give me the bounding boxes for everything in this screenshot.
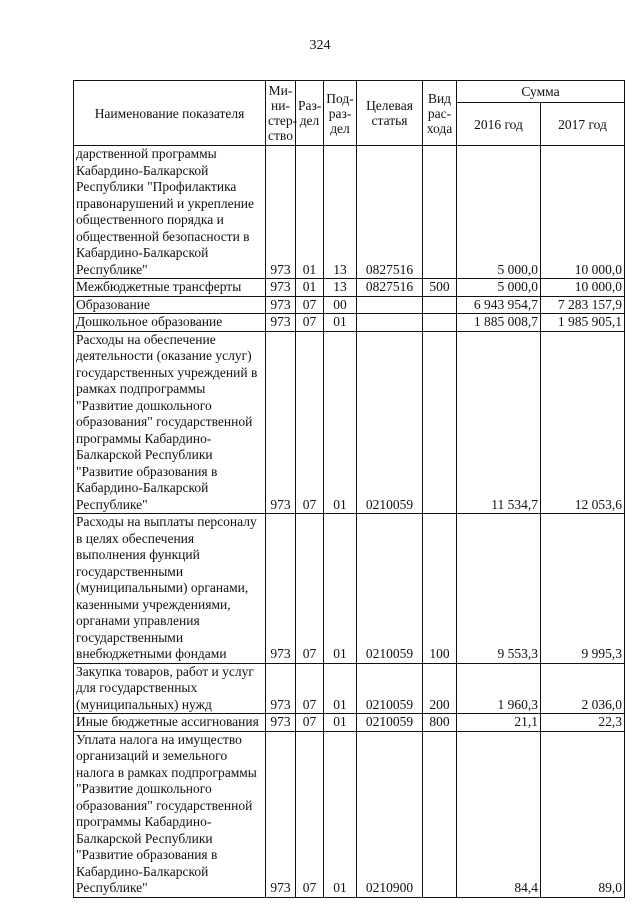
cell-ministry: 973 — [266, 663, 296, 714]
header-year-2017: 2017 год — [541, 103, 625, 146]
header-expense-type: Вид рас- хода — [423, 81, 457, 146]
cell-expense-type — [423, 331, 457, 514]
cell-ministry: 973 — [266, 731, 296, 897]
header-section: Раз- дел — [296, 81, 324, 146]
cell-subsection: 13 — [324, 146, 357, 279]
cell-sum-2016: 6 943 954,7 — [457, 296, 541, 314]
page-number: 324 — [309, 38, 331, 53]
cell-subsection: 01 — [324, 331, 357, 514]
header-sum: Сумма — [457, 81, 625, 103]
cell-subsection: 01 — [324, 714, 357, 732]
cell-sum-2016: 84,4 — [457, 731, 541, 897]
table-row — [74, 279, 625, 297]
cell-ministry: 973 — [266, 331, 296, 514]
cell-target: 0210059 — [357, 514, 423, 664]
cell-section: 01 — [296, 279, 324, 297]
cell-name: Иные бюджетные ассигнования — [74, 714, 266, 732]
header-name: Наименование показателя — [74, 81, 266, 146]
cell-target: 0210059 — [357, 663, 423, 714]
budget-table — [73, 80, 625, 898]
cell-section: 07 — [296, 714, 324, 732]
cell-expense-type — [423, 146, 457, 279]
cell-section: 01 — [296, 146, 324, 279]
cell-name: Образование — [74, 296, 266, 314]
cell-subsection: 13 — [324, 279, 357, 297]
cell-sum-2017: 22,3 — [541, 714, 625, 732]
cell-expense-type — [423, 731, 457, 897]
table-row — [74, 314, 625, 332]
cell-ministry: 973 — [266, 514, 296, 664]
header-ministry: Ми- ни- стер- ство — [266, 81, 296, 146]
cell-sum-2017: 10 000,0 — [541, 279, 625, 297]
cell-ministry: 973 — [266, 714, 296, 732]
cell-subsection: 01 — [324, 731, 357, 897]
cell-sum-2017: 10 000,0 — [541, 146, 625, 279]
cell-section: 07 — [296, 296, 324, 314]
cell-sum-2016: 1 885 008,7 — [457, 314, 541, 332]
header-target: Целевая статья — [357, 81, 423, 146]
cell-sum-2016: 11 534,7 — [457, 331, 541, 514]
cell-expense-type: 500 — [423, 279, 457, 297]
cell-name: Межбюджетные трансферты — [74, 279, 266, 297]
cell-name: Дошкольное образование — [74, 314, 266, 332]
cell-target — [357, 296, 423, 314]
cell-ministry: 973 — [266, 146, 296, 279]
cell-sum-2017: 2 036,0 — [541, 663, 625, 714]
cell-name: Закупка товаров, работ и услуг для государственных (муниципальных) нужд — [74, 663, 266, 714]
cell-ministry: 973 — [266, 314, 296, 332]
cell-sum-2016: 5 000,0 — [457, 146, 541, 279]
table-row — [74, 331, 625, 514]
cell-name: Уплата налога на имущество организаций и земельного налога в рамках подпрограммы "Развитие дошкольного образования" государственной программы Кабардино-Балкарской Республики "Развитие образования в Кабардино-Балкарской Республике" — [74, 731, 266, 897]
cell-subsection: 01 — [324, 663, 357, 714]
cell-expense-type — [423, 314, 457, 332]
cell-section: 07 — [296, 314, 324, 332]
header-year-2016: 2016 год — [457, 103, 541, 146]
cell-sum-2017: 12 053,6 — [541, 331, 625, 514]
cell-name: дарственной программы Кабардино-Балкарской Республики "Профилактика правонарушений и укрепление общественного порядка и общественной безопасности в Кабардино-Балкарской Республике" — [74, 146, 266, 279]
table-row — [74, 514, 625, 664]
cell-ministry: 973 — [266, 296, 296, 314]
table-row — [74, 731, 625, 897]
cell-target — [357, 314, 423, 332]
cell-name: Расходы на обеспечение деятельности (оказание услуг) государственных учреждений в рамках подпрограммы "Развитие дошкольного образования" государственной программы Кабардино-Балкарской Республики "Развитие образования в Кабардино-Балкарской Республике" — [74, 331, 266, 514]
cell-expense-type: 800 — [423, 714, 457, 732]
header-row-1 — [74, 81, 625, 103]
cell-section: 07 — [296, 663, 324, 714]
cell-section: 07 — [296, 731, 324, 897]
cell-target: 0210059 — [357, 331, 423, 514]
cell-name: Расходы на выплаты персоналу в целях обеспечения выполнения функций государственными (муниципальными) органами, казенными учреждениями, органами управления государственными внебюджетными фондами — [74, 514, 266, 664]
cell-subsection: 01 — [324, 514, 357, 664]
cell-target: 0827516 — [357, 146, 423, 279]
table-body — [74, 146, 625, 898]
table-row — [74, 714, 625, 732]
cell-target: 0210059 — [357, 714, 423, 732]
table-row — [74, 296, 625, 314]
cell-section: 07 — [296, 514, 324, 664]
cell-section: 07 — [296, 331, 324, 514]
cell-subsection: 01 — [324, 314, 357, 332]
cell-target: 0210900 — [357, 731, 423, 897]
cell-sum-2016: 1 960,3 — [457, 663, 541, 714]
cell-subsection: 00 — [324, 296, 357, 314]
cell-sum-2016: 9 553,3 — [457, 514, 541, 664]
table-row — [74, 663, 625, 714]
cell-target: 0827516 — [357, 279, 423, 297]
cell-expense-type: 100 — [423, 514, 457, 664]
header-subsection: Под- раз- дел — [324, 81, 357, 146]
table-row — [74, 146, 625, 279]
cell-expense-type: 200 — [423, 663, 457, 714]
cell-sum-2017: 1 985 905,1 — [541, 314, 625, 332]
cell-expense-type — [423, 296, 457, 314]
cell-sum-2017: 9 995,3 — [541, 514, 625, 664]
cell-sum-2016: 5 000,0 — [457, 279, 541, 297]
cell-ministry: 973 — [266, 279, 296, 297]
cell-sum-2017: 89,0 — [541, 731, 625, 897]
cell-sum-2016: 21,1 — [457, 714, 541, 732]
cell-sum-2017: 7 283 157,9 — [541, 296, 625, 314]
